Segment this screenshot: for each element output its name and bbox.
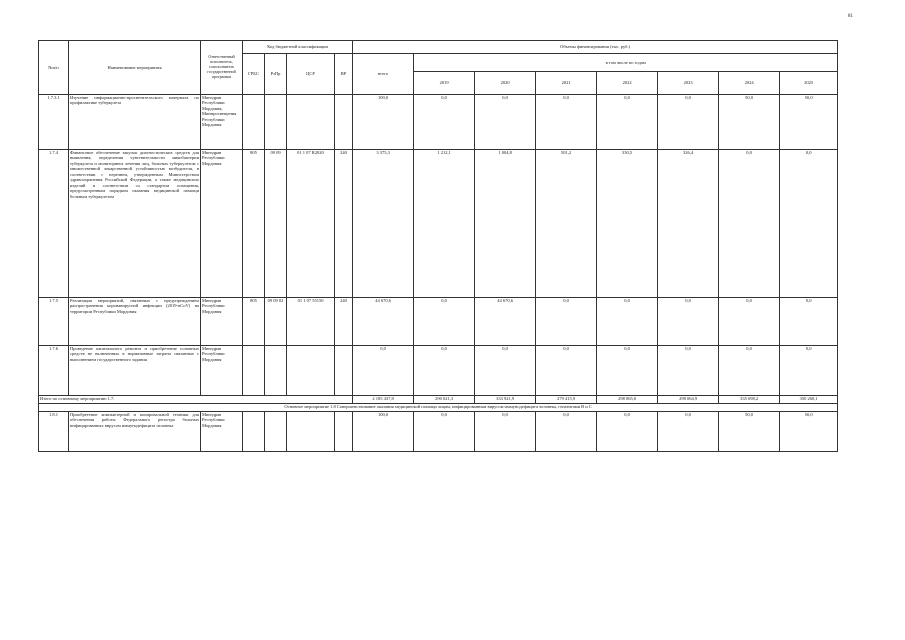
row-year-value: 0,0 [658, 95, 719, 150]
row-year-value: 1 004,8 [475, 150, 536, 298]
total-label: Итого по основному мероприятию 1.7: [39, 396, 353, 404]
row-year-value: 330,5 [597, 150, 658, 298]
row-responsible: Минздрав Республики Мордовия [201, 150, 243, 298]
header-year: 2019 [414, 72, 475, 95]
total-year-value: 279 415,9 [536, 396, 597, 404]
row-year-value: 501,2 [536, 150, 597, 298]
row-vr [335, 95, 353, 150]
row-csr [287, 346, 335, 396]
row-grbs [243, 95, 265, 150]
row-number: 1.7.5 [39, 298, 69, 346]
row-year-value: 0,0 [536, 298, 597, 346]
row-vr: 240 [335, 150, 353, 298]
row-total: 0,0 [353, 346, 414, 396]
row-year-value: 0,0 [719, 298, 780, 346]
header-grbs: ГРБС [243, 54, 265, 95]
row-number: 1.7.4 [39, 150, 69, 298]
row-name: Приобретение компьютерной и копировальной техники для обеспечения работы Федерального регистра больных инфицированных вирусом иммунодефицита человека [69, 412, 201, 452]
row-year-value: 0,0 [719, 346, 780, 396]
header-year: 2025 [780, 72, 838, 95]
row-responsible: Минздрав Республики Мордовия, Минпросвещения Республики Мордовия [201, 95, 243, 150]
row-year-value: 0,0 [719, 150, 780, 298]
header-codes: Код бюджетной классификации [243, 41, 353, 54]
row-responsible: Минздрав Республики Мордовия [201, 412, 243, 452]
row-year-value: 50,0 [719, 412, 780, 452]
row-number: 1.7.3.1 [39, 95, 69, 150]
row-name: Проведение капитального ремонта и приобретение основных средств не включенных в нормативные затраты связанные с выполнением государственного задания [69, 346, 201, 396]
row-rzpr: 09 09 [265, 150, 287, 298]
row-name: Реализация мероприятий, связанных с предупреждением распространения коронавирусной инфекции (2019-nCoV) на территории Республики Мордовия [69, 298, 201, 346]
header-year: 2024 [719, 72, 780, 95]
row-vr [335, 346, 353, 396]
header-year: 2020 [475, 72, 536, 95]
row-name: Финансовое обеспечение закупок диагностических средств для выявления, определения чувствительности микобактерии туберкулеза и мониторинга лечения лиц, больных туберкулезом с множественной лекарственной устойчивостью возбудителя, в соответствии с перечнем, утвержденным Министерством здравоохранения Российской Федерации, а также медицинских изделий в соответствии со стандартом оснащения, предусмотренным порядком оказания медицинской помощи больным туберкулезом [69, 150, 201, 298]
row-year-value: 0,0 [658, 412, 719, 452]
total-year-value: 298 065,0 [597, 396, 658, 404]
row-year-value: 0,0 [414, 95, 475, 150]
row-year-value: 0,0 [414, 298, 475, 346]
row-csr: 01 1 07 55150 [287, 298, 335, 346]
table-row [39, 150, 838, 298]
row-year-value: 0,0 [780, 298, 838, 346]
row-grbs: 805 [243, 150, 265, 298]
row-number: 1.8.1 [39, 412, 69, 452]
header-num: №п/п [39, 41, 69, 95]
row-total: 3 375,3 [353, 150, 414, 298]
row-total: 100,0 [353, 412, 414, 452]
row-rzpr [265, 412, 287, 452]
row-total: 44 670,6 [353, 298, 414, 346]
row-vr [335, 412, 353, 452]
table-row [39, 346, 838, 396]
row-responsible: Минздрав Республики Мордовия [201, 346, 243, 396]
total-row [39, 396, 838, 404]
row-year-value: 50,0 [780, 412, 838, 452]
header-responsible: Ответственный исполнитель, соисполнитель государственной программы [201, 41, 243, 95]
header-name: Наименование мероприятия [69, 41, 201, 95]
table-row [39, 298, 838, 346]
section-title: Основное мероприятие 1.8 Совершенствование оказания медицинской помощи лицам, инфицированным вирусом иммунодефицита человека, гепатитами В и С [39, 404, 838, 412]
row-csr [287, 412, 335, 452]
header-total: всего [353, 54, 414, 95]
row-csr [287, 95, 335, 150]
row-year-value: 50,0 [719, 95, 780, 150]
row-name: Изучение информационно-просветительского материала по профилактике туберкулеза [69, 95, 201, 150]
row-year-value: 0,0 [658, 298, 719, 346]
header-csr: ЦСР [287, 54, 335, 95]
row-responsible: Минздрав Республики Мордовия [201, 298, 243, 346]
row-year-value: 0,0 [658, 346, 719, 396]
row-number: 1.7.6 [39, 346, 69, 396]
row-year-value: 0,0 [597, 298, 658, 346]
header-year: 2023 [658, 72, 719, 95]
row-year-value: 0,0 [536, 412, 597, 452]
total-year-value: 290 021,3 [414, 396, 475, 404]
header-by-years: в том числе по годам [414, 54, 838, 72]
header-year: 2021 [536, 72, 597, 95]
row-year-value: 0,0 [414, 412, 475, 452]
row-rzpr [265, 346, 287, 396]
total-year-value: 298 064,9 [658, 396, 719, 404]
header-vr: ВР [335, 54, 353, 95]
row-year-value: 50,0 [780, 95, 838, 150]
page-number: 81 [848, 14, 853, 19]
total-year-value: 333 921,9 [475, 396, 536, 404]
row-year-value: 1 212,1 [414, 150, 475, 298]
header-funding: Объемы финансирования (тыс. руб.) [353, 41, 838, 54]
row-grbs [243, 412, 265, 452]
row-year-value: 0,0 [597, 346, 658, 396]
row-year-value: 0,0 [536, 346, 597, 396]
header-rzpr: РзПр [265, 54, 287, 95]
row-csr: 01 1 07 R2020 [287, 150, 335, 298]
row-year-value: 0,0 [414, 346, 475, 396]
section-row [39, 404, 838, 412]
row-rzpr [265, 95, 287, 150]
row-year-value: 0,0 [597, 95, 658, 150]
row-grbs: 805 [243, 298, 265, 346]
row-year-value: 0,0 [780, 150, 838, 298]
row-year-value: 326,4 [658, 150, 719, 298]
row-total: 100,0 [353, 95, 414, 150]
table-row [39, 412, 838, 452]
row-year-value: 44 670,6 [475, 298, 536, 346]
row-grbs [243, 346, 265, 396]
row-year-value: 0,0 [475, 95, 536, 150]
row-year-value: 0,0 [597, 412, 658, 452]
header-year: 2022 [597, 72, 658, 95]
row-year-value: 0,0 [475, 412, 536, 452]
total-year-value: 335 698,2 [719, 396, 780, 404]
table-row [39, 95, 838, 150]
row-year-value: 0,0 [780, 346, 838, 396]
total-value: 2 185 437,8 [353, 396, 414, 404]
row-vr: 240 [335, 298, 353, 346]
row-year-value: 0,0 [536, 95, 597, 150]
row-year-value: 0,0 [475, 346, 536, 396]
row-rzpr: 09 09 02 [265, 298, 287, 346]
total-year-value: 350 260,1 [780, 396, 838, 404]
budget-table [38, 40, 838, 452]
